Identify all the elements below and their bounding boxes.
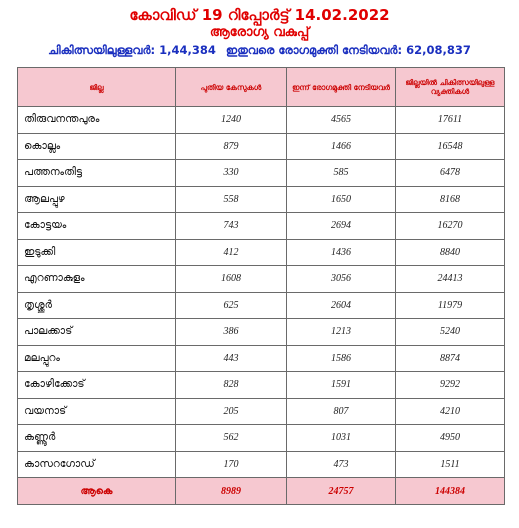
recovered-today-cell: 1213 — [287, 319, 396, 346]
district-cell: കോഴിക്കോട് — [18, 372, 176, 399]
table-row — [18, 213, 505, 240]
report-title: കോവിഡ് 19 റിപ്പോർട്ട് 14.02.2022 — [129, 6, 390, 24]
under-treatment-cell: 16270 — [396, 213, 505, 240]
new-cases-cell: 443 — [176, 345, 287, 372]
recovered-today-cell: 2694 — [287, 213, 396, 240]
recovered-today-cell: 1650 — [287, 186, 396, 213]
under-treatment-cell: 6478 — [396, 160, 505, 187]
table-header-row — [18, 68, 505, 107]
header-new-cases: പുതിയ കേസുകൾ — [176, 68, 287, 107]
table-row — [18, 345, 505, 372]
recovered-today-cell: 1031 — [287, 425, 396, 452]
table-row — [18, 133, 505, 160]
table-row — [18, 372, 505, 399]
district-table — [17, 67, 505, 505]
under-treatment-cell: 8168 — [396, 186, 505, 213]
total-row — [18, 478, 505, 505]
new-cases-cell: 205 — [176, 398, 287, 425]
department-name: ആരോഗ്യ വകുപ്പ് — [209, 25, 310, 40]
new-cases-cell: 625 — [176, 292, 287, 319]
table-body — [18, 107, 505, 478]
new-cases-cell: 743 — [176, 213, 287, 240]
new-cases-cell: 562 — [176, 425, 287, 452]
under-treatment-cell: 4210 — [396, 398, 505, 425]
new-cases-cell: 330 — [176, 160, 287, 187]
table-row — [18, 160, 505, 187]
new-cases-cell: 386 — [176, 319, 287, 346]
recovered-today-cell: 4565 — [287, 107, 396, 134]
district-cell: തൃശ്ശൂർ — [18, 292, 176, 319]
district-cell: വയനാട് — [18, 398, 176, 425]
summary-stats — [0, 43, 519, 58]
under-treatment-cell: 17611 — [396, 107, 505, 134]
total-label: ആകെ — [18, 478, 176, 505]
under-treatment-cell: 16548 — [396, 133, 505, 160]
recovered-today-cell: 1591 — [287, 372, 396, 399]
table-row — [18, 107, 505, 134]
district-cell: പത്തനംതിട്ട — [18, 160, 176, 187]
total-new-cases: 8989 — [176, 478, 287, 505]
under-treatment-cell: 8874 — [396, 345, 505, 372]
under-treatment-cell: 5240 — [396, 319, 505, 346]
district-cell: എറണാകുളം — [18, 266, 176, 293]
header-district: ജില്ല — [18, 68, 176, 107]
under-treatment-cell: 24413 — [396, 266, 505, 293]
new-cases-cell: 1240 — [176, 107, 287, 134]
district-cell: കാസറഗോഡ് — [18, 451, 176, 478]
table-row — [18, 292, 505, 319]
district-cell: കോട്ടയം — [18, 213, 176, 240]
district-cell: ആലപ്പുഴ — [18, 186, 176, 213]
district-cell: കൊല്ലം — [18, 133, 176, 160]
new-cases-cell: 412 — [176, 239, 287, 266]
under-treatment-cell: 8840 — [396, 239, 505, 266]
new-cases-cell: 170 — [176, 451, 287, 478]
table-row — [18, 451, 505, 478]
new-cases-cell: 879 — [176, 133, 287, 160]
table-row — [18, 186, 505, 213]
recovered-today-cell: 3056 — [287, 266, 396, 293]
header-under-treatment: ജില്ലയിൽ ചികിത്സയിലുള്ള വ്യക്തികൾ — [396, 68, 505, 107]
recovered-today-cell: 1586 — [287, 345, 396, 372]
recovered-today-cell: 473 — [287, 451, 396, 478]
district-cell: കണ്ണൂർ — [18, 425, 176, 452]
table-row — [18, 266, 505, 293]
new-cases-cell: 558 — [176, 186, 287, 213]
under-treatment-cell: 1511 — [396, 451, 505, 478]
recovered-today-cell: 2604 — [287, 292, 396, 319]
total-under-treatment: 144384 — [396, 478, 505, 505]
district-cell: തിരുവനന്തപുരം — [18, 107, 176, 134]
total-recovered-stat: ഇതുവരെ രോഗമുക്തി നേടിയവർ: 62,08,837 — [225, 43, 471, 57]
table-row — [18, 425, 505, 452]
under-treatment-stat: ചികിത്സയിലുള്ളവർ: 1,44,384 — [48, 43, 216, 57]
recovered-today-cell: 1436 — [287, 239, 396, 266]
recovered-today-cell: 807 — [287, 398, 396, 425]
district-cell: മലപ്പുറം — [18, 345, 176, 372]
total-recovered-today: 24757 — [287, 478, 396, 505]
under-treatment-cell: 11979 — [396, 292, 505, 319]
table-row — [18, 398, 505, 425]
new-cases-cell: 828 — [176, 372, 287, 399]
under-treatment-cell: 4950 — [396, 425, 505, 452]
recovered-today-cell: 585 — [287, 160, 396, 187]
table-row — [18, 319, 505, 346]
district-cell: ഇടുക്കി — [18, 239, 176, 266]
table-row — [18, 239, 505, 266]
header-recovered-today: ഇന്ന് രോഗമുക്തി നേടിയവർ — [287, 68, 396, 107]
recovered-today-cell: 1466 — [287, 133, 396, 160]
under-treatment-cell: 9292 — [396, 372, 505, 399]
new-cases-cell: 1608 — [176, 266, 287, 293]
district-cell: പാലക്കാട് — [18, 319, 176, 346]
